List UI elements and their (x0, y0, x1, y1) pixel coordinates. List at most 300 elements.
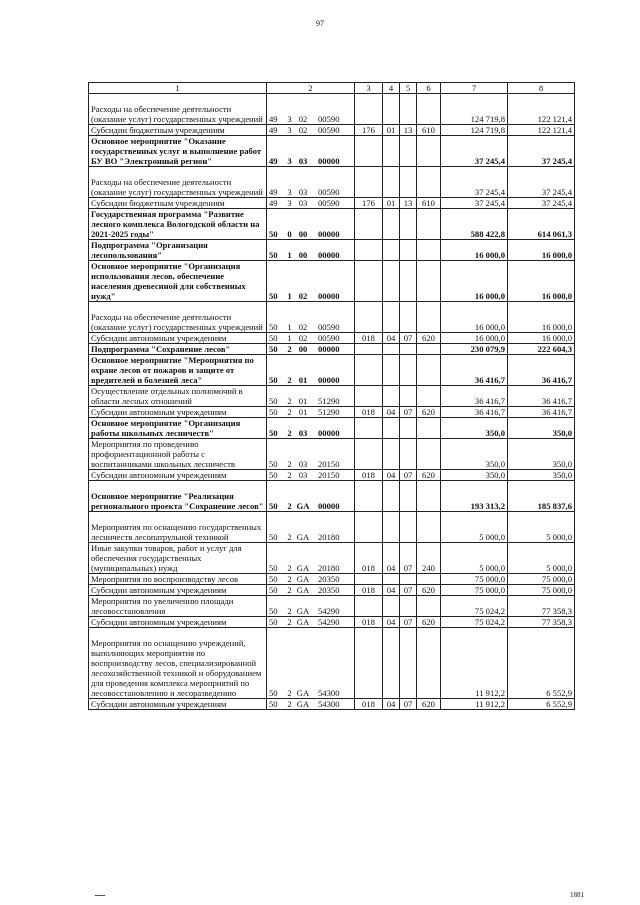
row-value-col7: 16 000,0 (441, 261, 508, 302)
row-subsection (400, 386, 417, 407)
row-expense-type: 620 (417, 407, 441, 418)
row-ministry (355, 302, 383, 333)
code-part: GA (296, 699, 310, 709)
code-part: 54300 (318, 688, 340, 698)
row-value-col7: 37 245,4 (441, 167, 508, 198)
row-ministry (355, 386, 383, 407)
table-row (89, 418, 575, 439)
row-value-col7: 5 000,0 (441, 543, 508, 574)
code-part: 01 (298, 407, 308, 417)
row-section (383, 386, 400, 407)
row-name: Иные закупки товаров, работ и услуг для обеспечения государственных (муниципальных) нужд (89, 543, 267, 574)
row-ministry (355, 481, 383, 512)
code-part: 50 (269, 375, 278, 385)
code-part: 00000 (318, 428, 340, 438)
code-part: 2 (287, 459, 292, 469)
row-value-col8: 122 121,4 (508, 125, 575, 136)
row-code (267, 198, 355, 209)
code-part: GA (296, 501, 310, 511)
code-part: 00 (298, 229, 308, 239)
table-row (89, 481, 575, 512)
row-section: 04 (383, 407, 400, 418)
row-expense-type (417, 344, 441, 355)
row-name: Основное мероприятие "Оказание государственных услуг и выполнение работ БУ ВО "Электронный регион" (89, 136, 267, 167)
code-part: 54290 (318, 606, 340, 616)
row-subsection (400, 344, 417, 355)
code-part: 03 (298, 459, 308, 469)
code-part: 00 (298, 250, 308, 260)
code-part: 03 (298, 156, 308, 166)
row-ministry: 176 (355, 198, 383, 209)
column-header: 5 (400, 83, 417, 94)
code-part: 3 (287, 156, 292, 166)
row-value-col8: 6 552,9 (508, 699, 575, 710)
row-section (383, 574, 400, 585)
code-part: 1 (287, 322, 292, 332)
code-part: 50 (269, 396, 278, 406)
row-ministry (355, 439, 383, 470)
code-part: 50 (269, 585, 278, 595)
row-name: Мероприятия по увеличению площади лесовосстановления (89, 596, 267, 617)
row-value-col7: 37 245,4 (441, 198, 508, 209)
column-header: 7 (441, 83, 508, 94)
row-code (267, 585, 355, 596)
code-part: GA (296, 606, 310, 616)
row-subsection (400, 302, 417, 333)
code-part: GA (296, 585, 310, 595)
row-name: Мероприятия по воспроизводству лесов (89, 574, 267, 585)
table-row (89, 209, 575, 240)
table-row (89, 617, 575, 628)
row-name: Основное мероприятие "Организация работы школьных лесничеств" (89, 418, 267, 439)
row-value-col8: 614 061,3 (508, 209, 575, 240)
row-code (267, 512, 355, 543)
row-ministry (355, 512, 383, 543)
row-ministry (355, 355, 383, 386)
row-section: 04 (383, 333, 400, 344)
row-subsection: 13 (400, 125, 417, 136)
table-row (89, 585, 575, 596)
table-row (89, 261, 575, 302)
code-part: 3 (287, 187, 292, 197)
row-section (383, 136, 400, 167)
row-code (267, 240, 355, 261)
row-code (267, 596, 355, 617)
row-name: Субсидии бюджетным учреждениям (89, 125, 267, 136)
code-part: 03 (298, 428, 308, 438)
row-expense-type: 610 (417, 198, 441, 209)
row-code (267, 167, 355, 198)
row-value-col8: 36 416,7 (508, 355, 575, 386)
code-part: 2 (287, 699, 292, 709)
page-number: 97 (316, 19, 324, 28)
row-section (383, 302, 400, 333)
row-expense-type (417, 261, 441, 302)
table-row (89, 198, 575, 209)
row-name: Субсидии автономным учреждениям (89, 407, 267, 418)
code-part: GA (296, 532, 310, 542)
row-subsection: 13 (400, 198, 417, 209)
code-part: 20350 (318, 574, 340, 584)
code-part: 50 (269, 606, 278, 616)
row-section (383, 481, 400, 512)
row-value-col7: 350,0 (441, 439, 508, 470)
code-part: 51290 (318, 407, 340, 417)
row-name: Расходы на обеспечение деятельности (оказание услуг) государственных учреждений (89, 302, 267, 333)
row-subsection (400, 512, 417, 543)
row-value-col8: 37 245,4 (508, 167, 575, 198)
code-part: 0 (287, 229, 292, 239)
code-part: 02 (298, 125, 308, 135)
row-expense-type (417, 355, 441, 386)
row-value-col7: 588 422,8 (441, 209, 508, 240)
row-name: Расходы на обеспечение деятельности (оказание услуг) государственных учреждений (89, 94, 267, 125)
code-part: 02 (298, 333, 308, 343)
row-expense-type (417, 628, 441, 699)
code-part: 00000 (318, 156, 340, 166)
code-part: 49 (269, 187, 278, 197)
code-part: 49 (269, 156, 278, 166)
row-value-col7: 75 024,2 (441, 617, 508, 628)
row-expense-type (417, 167, 441, 198)
table-row (89, 167, 575, 198)
row-value-col8: 75 000,0 (508, 574, 575, 585)
row-ministry (355, 94, 383, 125)
row-name: Подпрограмма "Организация лесопользования" (89, 240, 267, 261)
row-code (267, 261, 355, 302)
row-value-col7: 193 313,2 (441, 481, 508, 512)
row-ministry: 018 (355, 470, 383, 481)
row-value-col7: 11 912,2 (441, 628, 508, 699)
code-part: 02 (298, 322, 308, 332)
row-value-col7: 75 000,0 (441, 574, 508, 585)
code-part: 1 (287, 291, 292, 301)
code-part: 2 (287, 470, 292, 480)
row-expense-type (417, 481, 441, 512)
row-value-col7: 5 000,0 (441, 512, 508, 543)
code-part: 00590 (318, 198, 340, 208)
row-value-col7: 75 000,0 (441, 585, 508, 596)
code-part: 54290 (318, 617, 340, 627)
row-subsection (400, 261, 417, 302)
code-part: 54300 (318, 699, 340, 709)
code-part: 50 (269, 617, 278, 627)
row-name: Мероприятия по оснащению государственных лесничеств лесопатрульной техникой (89, 512, 267, 543)
code-part: 2 (287, 501, 292, 511)
table-row (89, 596, 575, 617)
row-expense-type (417, 209, 441, 240)
row-name: Государственная программа "Развитие лесного комплекса Вологодской области на 2021-2025 годы" (89, 209, 267, 240)
row-name: Основное мероприятие "Реализация регионального проекта "Сохранение лесов" (89, 481, 267, 512)
row-code (267, 617, 355, 628)
corner-mark: 1881 (570, 891, 584, 899)
code-part: 00590 (318, 187, 340, 197)
row-ministry (355, 209, 383, 240)
table-row (89, 302, 575, 333)
row-value-col7: 16 000,0 (441, 240, 508, 261)
row-ministry (355, 596, 383, 617)
code-part: GA (296, 688, 310, 698)
row-value-col8: 16 000,0 (508, 333, 575, 344)
row-code (267, 355, 355, 386)
row-expense-type: 620 (417, 617, 441, 628)
code-part: GA (296, 563, 310, 573)
code-part: 20180 (318, 563, 340, 573)
row-ministry: 176 (355, 125, 383, 136)
row-name: Осуществление отдельных полномочий в области лесных отношений (89, 386, 267, 407)
row-value-col8: 222 604,3 (508, 344, 575, 355)
row-section: 04 (383, 543, 400, 574)
code-part: 2 (287, 396, 292, 406)
column-header: 4 (383, 83, 400, 94)
code-part: 50 (269, 250, 278, 260)
row-name: Основное мероприятие "Организация использования лесов, обеспечение населения древесиной для собственных нужд" (89, 261, 267, 302)
code-part: 20180 (318, 532, 340, 542)
code-part: 2 (287, 428, 292, 438)
row-value-col7: 350,0 (441, 470, 508, 481)
row-value-col8: 16 000,0 (508, 302, 575, 333)
table-row (89, 344, 575, 355)
row-value-col8: 36 416,7 (508, 386, 575, 407)
code-part: 20350 (318, 585, 340, 595)
code-part: 03 (298, 470, 308, 480)
row-section (383, 418, 400, 439)
code-part: 2 (287, 532, 292, 542)
table-row (89, 628, 575, 699)
row-subsection (400, 167, 417, 198)
row-name: Мероприятия по проведению профориентационной работы с воспитанниками школьных лесничеств (89, 439, 267, 470)
row-ministry (355, 574, 383, 585)
row-value-col8: 5 000,0 (508, 543, 575, 574)
row-section (383, 209, 400, 240)
row-subsection: 07 (400, 543, 417, 574)
row-section: 01 (383, 125, 400, 136)
row-code (267, 333, 355, 344)
code-part: 2 (287, 688, 292, 698)
column-header: 1 (89, 83, 267, 94)
row-value-col7: 11 912,2 (441, 699, 508, 710)
row-expense-type: 240 (417, 543, 441, 574)
scan-mark (95, 895, 105, 896)
row-subsection (400, 628, 417, 699)
table-header-row (89, 83, 575, 94)
row-expense-type (417, 512, 441, 543)
row-ministry (355, 628, 383, 699)
row-section (383, 94, 400, 125)
row-expense-type (417, 418, 441, 439)
code-part: 50 (269, 563, 278, 573)
table-row (89, 470, 575, 481)
code-part: 20150 (318, 470, 340, 480)
code-part: 3 (287, 125, 292, 135)
code-part: 2 (287, 606, 292, 616)
row-value-col7: 36 416,7 (441, 407, 508, 418)
row-code (267, 481, 355, 512)
code-part: 50 (269, 574, 278, 584)
table-row (89, 439, 575, 470)
row-expense-type (417, 386, 441, 407)
code-part: 00000 (318, 250, 340, 260)
row-subsection (400, 481, 417, 512)
row-value-col8: 77 358,3 (508, 617, 575, 628)
code-part: 03 (298, 187, 308, 197)
row-value-col8: 6 552,9 (508, 628, 575, 699)
table-row (89, 136, 575, 167)
code-part: 50 (269, 322, 278, 332)
row-code (267, 302, 355, 333)
row-code (267, 439, 355, 470)
row-value-col7: 37 245,4 (441, 136, 508, 167)
row-section (383, 596, 400, 617)
code-part: 50 (269, 699, 278, 709)
row-section (383, 240, 400, 261)
table-row (89, 125, 575, 136)
row-expense-type (417, 574, 441, 585)
code-part: 01 (298, 375, 308, 385)
row-value-col8: 122 121,4 (508, 94, 575, 125)
row-code (267, 136, 355, 167)
code-part: 2 (287, 574, 292, 584)
row-value-col8: 350,0 (508, 470, 575, 481)
code-part: 3 (287, 114, 292, 124)
code-part: 00000 (318, 229, 340, 239)
code-part: 03 (298, 198, 308, 208)
row-section: 04 (383, 470, 400, 481)
code-part: 00000 (318, 501, 340, 511)
row-value-col8: 16 000,0 (508, 240, 575, 261)
code-part: 2 (287, 585, 292, 595)
row-expense-type: 620 (417, 699, 441, 710)
row-name: Основное мероприятие "Мероприятия по охране лесов от пожаров и защите от вредителей и болезней леса" (89, 355, 267, 386)
row-expense-type: 620 (417, 585, 441, 596)
code-part: 2 (287, 407, 292, 417)
table-row (89, 240, 575, 261)
code-part: 49 (269, 114, 278, 124)
row-ministry (355, 261, 383, 302)
row-value-col7: 36 416,7 (441, 355, 508, 386)
row-value-col7: 350,0 (441, 418, 508, 439)
row-value-col8: 37 245,4 (508, 136, 575, 167)
row-section: 04 (383, 617, 400, 628)
code-part: 51290 (318, 396, 340, 406)
row-value-col8: 75 000,0 (508, 585, 575, 596)
row-subsection (400, 94, 417, 125)
row-value-col7: 75 024,2 (441, 596, 508, 617)
row-name: Подпрограмма "Сохранение лесов" (89, 344, 267, 355)
table-row (89, 543, 575, 574)
row-expense-type (417, 240, 441, 261)
row-name: Субсидии автономным учреждениям (89, 585, 267, 596)
code-part: 01 (298, 396, 308, 406)
code-part: 00 (298, 344, 308, 354)
row-ministry (355, 418, 383, 439)
code-part: 02 (298, 114, 308, 124)
row-code (267, 418, 355, 439)
row-expense-type (417, 439, 441, 470)
row-value-col8: 37 245,4 (508, 198, 575, 209)
code-part: 50 (269, 428, 278, 438)
row-subsection: 07 (400, 585, 417, 596)
code-part: 00000 (318, 291, 340, 301)
code-part: 49 (269, 125, 278, 135)
row-code (267, 386, 355, 407)
table-row (89, 699, 575, 710)
table-row (89, 574, 575, 585)
code-part: 00590 (318, 333, 340, 343)
row-ministry (355, 136, 383, 167)
row-ministry (355, 240, 383, 261)
row-subsection (400, 209, 417, 240)
row-ministry (355, 167, 383, 198)
code-part: 00000 (318, 375, 340, 385)
code-part: 00590 (318, 322, 340, 332)
row-ministry (355, 344, 383, 355)
code-part: 20150 (318, 459, 340, 469)
row-expense-type (417, 596, 441, 617)
row-expense-type (417, 94, 441, 125)
row-expense-type: 620 (417, 470, 441, 481)
row-subsection (400, 596, 417, 617)
row-code (267, 344, 355, 355)
row-expense-type: 610 (417, 125, 441, 136)
row-subsection: 07 (400, 407, 417, 418)
column-header: 2 (267, 83, 355, 94)
row-ministry: 018 (355, 699, 383, 710)
row-section (383, 512, 400, 543)
code-part: GA (296, 617, 310, 627)
code-part: 2 (287, 617, 292, 627)
code-part: 00590 (318, 125, 340, 135)
row-name: Субсидии автономным учреждениям (89, 699, 267, 710)
row-name: Мероприятия по оснащению учреждений, выполняющих мероприятия по воспроизводству лесов, специализированной лесохозяйственной техникой и оборудованием для проведения комплекса мероприятий по лесовосстановлению и лесоразведению (89, 628, 267, 699)
code-part: 2 (287, 563, 292, 573)
row-code (267, 209, 355, 240)
row-code (267, 543, 355, 574)
row-subsection (400, 439, 417, 470)
row-section (383, 439, 400, 470)
row-expense-type: 620 (417, 333, 441, 344)
row-value-col7: 124 719,8 (441, 94, 508, 125)
row-name: Расходы на обеспечение деятельности (оказание услуг) государственных учреждений (89, 167, 267, 198)
table-row (89, 355, 575, 386)
row-value-col7: 16 000,0 (441, 333, 508, 344)
row-subsection: 07 (400, 617, 417, 628)
row-subsection: 07 (400, 699, 417, 710)
row-value-col8: 77 358,3 (508, 596, 575, 617)
table-row (89, 94, 575, 125)
row-section (383, 167, 400, 198)
row-section (383, 344, 400, 355)
row-subsection: 07 (400, 333, 417, 344)
row-subsection (400, 418, 417, 439)
code-part: GA (296, 574, 310, 584)
row-code (267, 94, 355, 125)
row-value-col8: 185 837,6 (508, 481, 575, 512)
row-section: 04 (383, 585, 400, 596)
row-value-col8: 36 416,7 (508, 407, 575, 418)
code-part: 1 (287, 250, 292, 260)
code-part: 3 (287, 198, 292, 208)
budget-table (88, 82, 575, 710)
code-part: 2 (287, 344, 292, 354)
row-subsection (400, 355, 417, 386)
row-section: 04 (383, 699, 400, 710)
row-code (267, 125, 355, 136)
row-name: Субсидии автономным учреждениям (89, 617, 267, 628)
row-value-col7: 16 000,0 (441, 302, 508, 333)
row-ministry: 018 (355, 617, 383, 628)
code-part: 50 (269, 344, 278, 354)
